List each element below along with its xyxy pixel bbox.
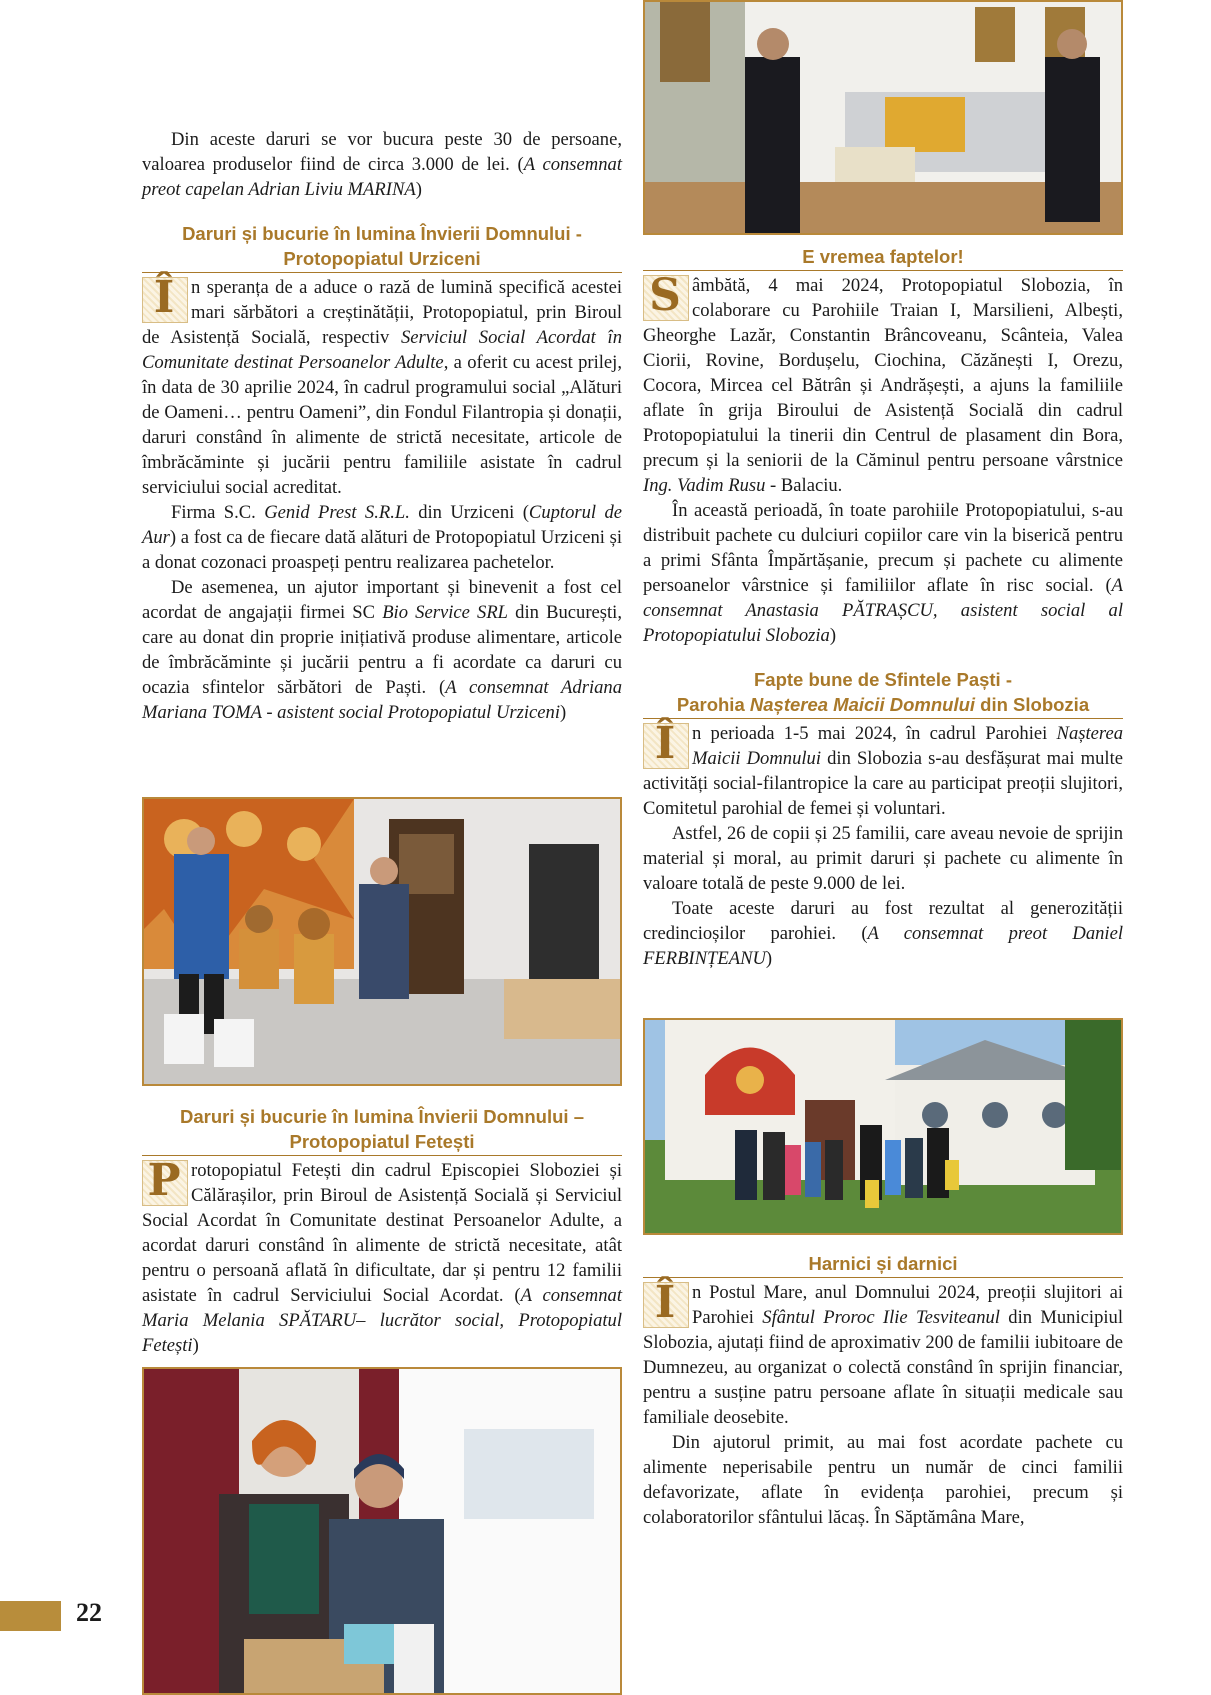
dropcap-vremea: S (643, 275, 687, 319)
photo-church-illustration (645, 1020, 1121, 1233)
harnici-paragraph-2: Din ajutorul primit, au mai fost acordate pachete cu alimente neperisabile pentru un număr de cinci familii defavorizate, aflate în evidența parohiei, precum și colaboratorilor sfântului lăcaș. În Săptămâna Mare, (643, 1432, 1123, 1528)
fetesti-paragraph-1: rotopopiatul Fetești din cadrul Episcopiei Sloboziei și Călărașilor, prin Biroul de Asistență Socială și Serviciul Social Acordat în Comunitate destinat Persoanelor Adulte, a acordat daruri constând în alimente de strictă necesitate, atât pentru o persoană aflată în dificultate, dar și pentru 12 familii asistate în cadrul Serviciului Social Acordat. (A consemnat Maria Melania SPĂTARU– lucrător social, Protopopiatul Fetești) (142, 1160, 622, 1356)
urziceni-article (142, 221, 622, 725)
dropcap-fapte: Î (643, 723, 687, 767)
vremea-paragraph-1: âmbătă, 4 mai 2024, Protopopiatul Slobozia, în colaborare cu Parohiile Traian I, Marsilieni, Albești, Gheorghe Lazăr, Constantin Brâncoveanu, Scânteia, Valea Ciorii, Rovine, Bordușelu, Ciochina, Căzănești I, Orezu, Cocora, Mircea cel Bătrân și Andrășești, a ajuns la familiile aflate în grija Biroului de Asistență Socială din cadrul Protopopiatului la tinerii din Centrul de plasament din Bora, precum și la seniorii de la Căminul pentru persoane vârstnice Ing. Vadim Rusu - Balaciu. (643, 275, 1123, 496)
intro-paragraph: Din aceste daruri se vor bucura peste 30 de persoane, valoarea produselor fiind de circa 3.000 de lei. (A consemnat preot capelan Adrian Liviu MARINA) (142, 129, 622, 200)
page-number: 22 (76, 1598, 102, 1627)
urziceni-paragraph-1: n speranța de a aduce o rază de lumină specifică acestei mari sărbători a creștinătății, Protopopiatul, prin Biroul de Asistență Socială, respectiv Serviciul Social Acordat în Comunitate destinat Persoanelor Adulte, a oferit cu acest prilej, în data de 30 aprilie 2024, în cadrul programului social „Alături de Oameni… pentru Oameni”, din Fondul Filantropia și donații, daruri constând în alimente de strictă necesitate, articole de îmbrăcăminte și jucării pentru familiile asistate în cadrul serviciului social acreditat. (142, 277, 623, 498)
photo-urziceni-family (142, 797, 622, 1086)
photo-urziceni-illustration (144, 799, 620, 1084)
urziceni-paragraph-3: De asemenea, un ajutor important și binevenit a fost cel acordat de angajații firmei SC Bio Service SRL din București, care au donat din proprie inițiativă produse alimentare, articole de îmbrăcăminte și jucării pentru a fi acordate ca daruri cu ocazia sfintelor sărbători de Paști. (A consemnat Adriana Mariana TOMA - asistent social Protopopiatul Urziceni) (142, 577, 622, 723)
fapte-heading: Fapte bune de Sfintele Paști - Parohia Nașterea Maicii Domnului din Slobozia (643, 667, 1123, 719)
fapte-paragraph-3: Toate aceste daruri au fost rezultat al generozității credincioșilor parohiei. (A consemnat preot Daniel FERBINȚEANU) (643, 898, 1123, 969)
harnici-article (643, 1251, 1123, 1530)
fetesti-heading: Daruri și bucurie în lumina Învierii Domnului – Protopopiatul Fetești (142, 1104, 622, 1156)
harnici-heading: Harnici și darnici (643, 1251, 1123, 1278)
harnici-paragraph-1: n Postul Mare, anul Domnului 2024, preoții slujitori ai Parohiei Sfântul Proroc Ilie Tesviteanul din Municipiul Slobozia, ajutați fiind de aproximativ 200 de familii iubitoare de Dumnezeu, au organizat o colectă constând în sprijin financiar, pentru a susține patru persoane aflate în situații medicale sau familiale deosebite. (643, 1282, 1123, 1428)
photo-fetesti-illustration (144, 1369, 620, 1693)
fapte-paragraph-2: Astfel, 26 de copii și 25 familii, care aveau nevoie de sprijin material și moral, au primit daruri și pachete cu alimente în valoare totală de peste 9.000 de lei. (643, 823, 1123, 894)
folio-bar (0, 1601, 61, 1631)
fapte-paragraph-1: n perioada 1-5 mai 2024, în cadrul Parohiei Nașterea Maicii Domnului din Slobozia s-au desfășurat mai multe activități social-filantropice la care au participat preoții slujitori, Comitetul parohial de femei și voluntari. (643, 723, 1124, 819)
photo-nasterea-church (643, 1018, 1123, 1235)
urziceni-heading: Daruri și bucurie în lumina Învierii Domnului - Protopopiatul Urziceni (142, 221, 622, 273)
dropcap-urziceni: Î (142, 277, 186, 321)
fetesti-article (142, 1104, 622, 1358)
fapte-article (643, 667, 1123, 971)
vremea-paragraph-2: În această perioadă, în toate parohiile Protopopiatului, s-au distribuit pachete cu dulciuri copiilor care vin la biserică pentru a primi Sfânta Împărtășanie, precum și pachete cu alimente persoanelor vârstnice și familiilor aflate în risc social. (A consemnat Anastasia PĂTRAȘCU, asistent social al Protopopiatului Slobozia) (643, 500, 1123, 646)
left-column (142, 127, 622, 725)
vremea-heading: E vremea faptelor! (643, 244, 1123, 271)
dropcap-fetesti: P (142, 1160, 186, 1204)
right-column (643, 244, 1123, 971)
photo-slobozia-priests (643, 0, 1123, 235)
urziceni-paragraph-2: Firma S.C. Genid Prest S.R.L. din Urziceni (Cuptorul de Aur) a fost ca de fiecare dată alături de Protopopiatul Urziceni și a donat cozonaci proaspeți pentru realizarea pachetelor. (142, 502, 622, 573)
photo-slobozia-illustration (645, 2, 1121, 233)
photo-fetesti-beneficiary (142, 1367, 622, 1695)
vremea-article (643, 244, 1123, 648)
dropcap-harnici: Î (643, 1282, 687, 1326)
